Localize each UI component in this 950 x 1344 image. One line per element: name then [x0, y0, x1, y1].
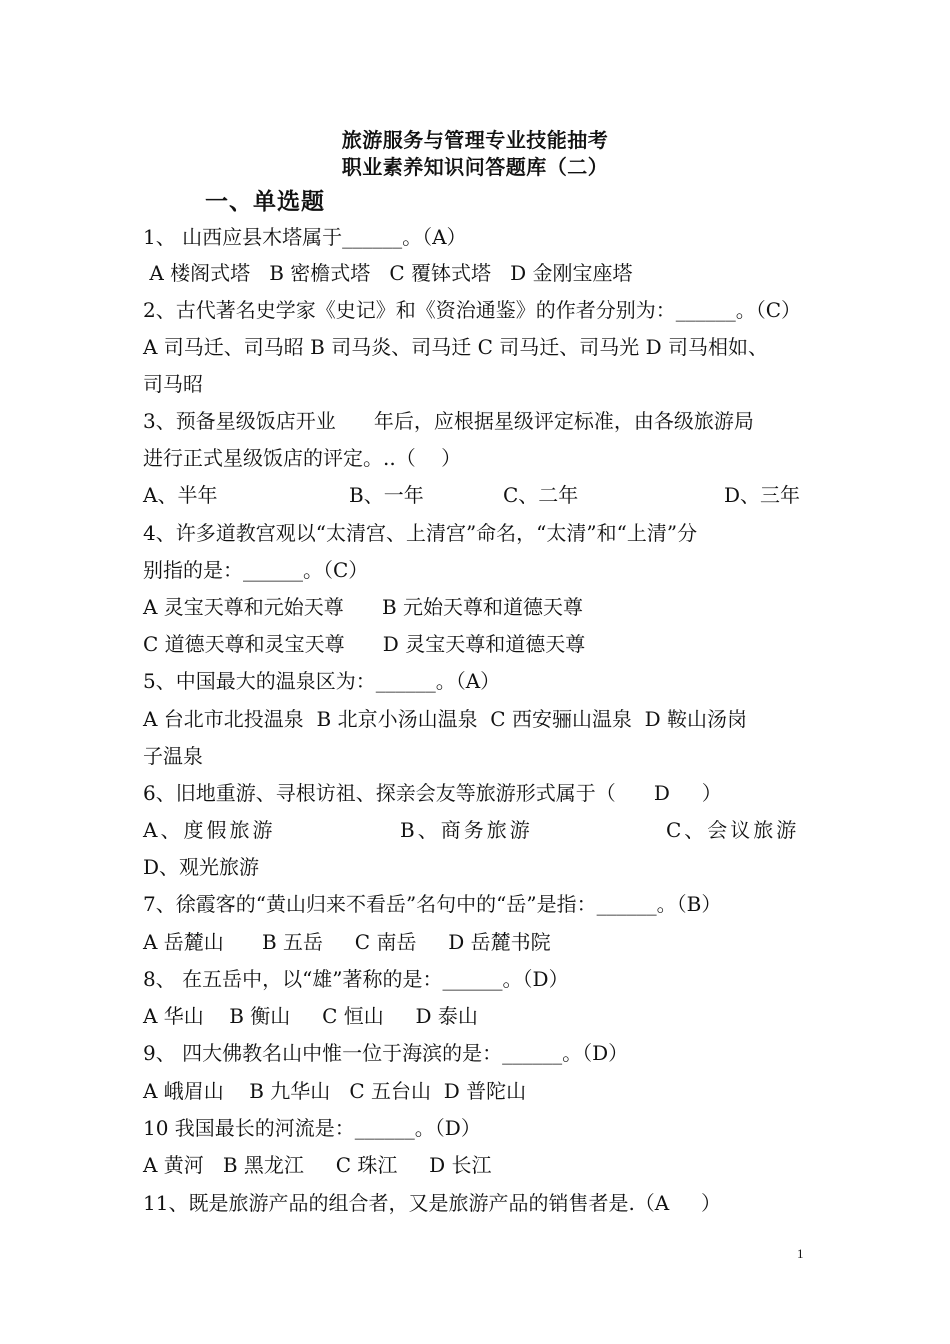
question-1: 1、 山西应县木塔属于______。（A）	[143, 225, 467, 249]
question-9-options: A 峨眉山 B 九华山 C 五台山 D 普陀山	[143, 1079, 527, 1103]
question-3-options	[143, 480, 807, 510]
page-number: 1	[797, 1246, 804, 1261]
question-7-options: A 岳麓山 B 五岳 C 南岳 D 岳麓书院	[143, 930, 551, 954]
question-8-options: A 华山 B 衡山 C 恒山 D 泰山	[143, 1004, 478, 1028]
question-4: 4、许多道教宫观以“太清宫、上清宫”命名，“太清”和“上清”分	[143, 521, 698, 545]
option-d: D、三年	[724, 483, 801, 507]
option-a: A、度假旅游	[143, 818, 276, 842]
question-5-options: A 台北市北投温泉 B 北京小汤山温泉 C 西安骊山温泉 D 鞍山汤岗	[143, 707, 748, 731]
option-b: B、商务旅游	[400, 818, 533, 842]
question-5-options-continued: 子温泉	[143, 744, 203, 768]
title-line-2: 职业素养知识问答题库（二）	[341, 155, 609, 179]
question-3-continued: 进行正式星级饭店的评定。..（ ）	[143, 446, 462, 470]
question-2-options: A 司马迁、司马昭 B 司马炎、司马迁 C 司马迁、司马光 D 司马相如、	[143, 335, 768, 359]
question-10: 10 我国最长的河流是：______。（D）	[143, 1116, 481, 1140]
option-b: B、一年	[349, 483, 424, 507]
question-7: 7、徐霞客的“黄山归来不看岳”名句中的“岳”是指：______。（B）	[143, 892, 722, 916]
question-6: 6、旧地重游、寻根访祖、探亲会友等旅游形式属于（ D ）	[143, 781, 722, 805]
question-4-continued: 别指的是：______。（C）	[143, 558, 369, 582]
question-2: 2、古代著名史学家《史记》和《资治通鉴》的作者分别为：______。（C）	[143, 298, 802, 322]
question-1-options: A 楼阁式塔 B 密檐式塔 C 覆钵式塔 D 金刚宝座塔	[143, 261, 633, 285]
question-10-options: A 黄河 B 黑龙江 C 珠江 D 长江	[143, 1153, 492, 1177]
option-a: A、半年	[143, 483, 218, 507]
question-5: 5、中国最大的温泉区为：______。（A）	[143, 669, 501, 693]
option-c: C、二年	[503, 483, 579, 507]
question-6-option-d: D、观光旅游	[143, 855, 260, 879]
title-line-1: 旅游服务与管理专业技能抽考	[341, 128, 609, 152]
section-heading: 一、单选题	[205, 188, 325, 215]
question-3: 3、预备星级饭店开业 年后，应根据星级评定标准，由各级旅游局	[143, 409, 754, 433]
question-2-options-continued: 司马昭	[143, 372, 203, 396]
question-4-options-1: A 灵宝天尊和元始天尊 B 元始天尊和道德天尊	[143, 595, 583, 619]
option-c: C、会议旅游	[666, 818, 800, 842]
question-6-options	[143, 815, 807, 845]
question-11: 11、既是旅游产品的组合者，又是旅游产品的销售者是.（A ）	[143, 1191, 722, 1215]
question-4-options-2: C 道德天尊和灵宝天尊 D 灵宝天尊和道德天尊	[143, 632, 586, 656]
question-9: 9、 四大佛教名山中惟一位于海滨的是：______。（D）	[143, 1041, 629, 1065]
question-8: 8、 在五岳中，以“雄”著称的是：______。（D）	[143, 967, 569, 991]
